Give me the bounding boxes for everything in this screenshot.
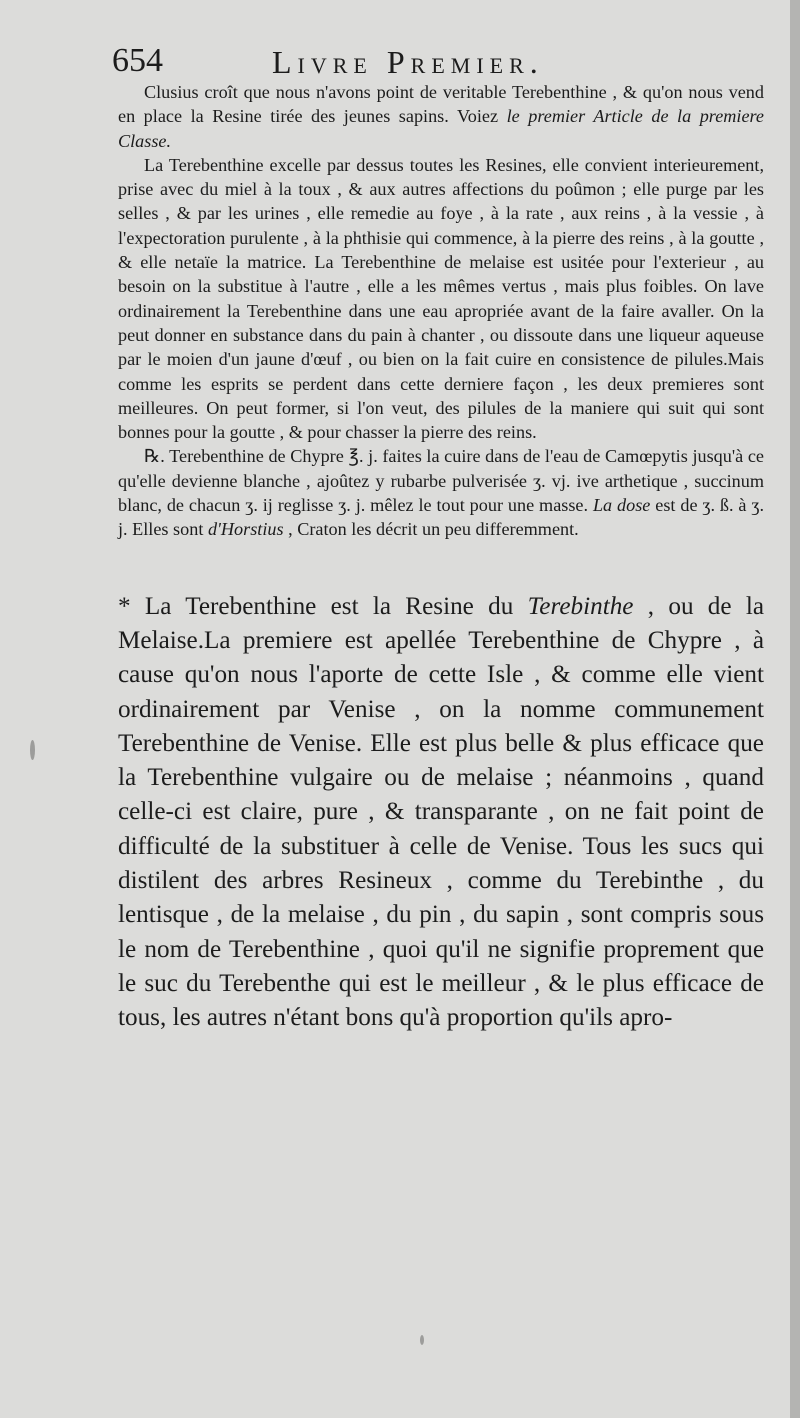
small-print-section	[118, 80, 764, 542]
recipe-text: ℞. Terebenthine de Chypre ℥. j. faites la cuire dans de l'eau de Camœpytis jusqu'à ce qu'elle devienne blanche , ajoûtez y rubarbe pulverisée ʒ. vj. ive arthetique , succinum blanc, de chacun ʒ. ij reglisse ʒ. j. mêlez le tout pour une masse.	[118, 446, 764, 516]
note-term: Terebinthe	[527, 592, 634, 620]
note-section	[118, 590, 764, 1036]
cross-reference: le premier Article de la premiere Classe.	[118, 106, 765, 151]
page-number: 654	[112, 42, 163, 79]
paragraph-virtues: La Terebenthine excelle par dessus toutes les Resines, elle convient interieurement, prise avec du miel à la toux , & aux autres affections du poûmon ; elle purge par les selles , & par les urines , elle remedie au foye , à la rate , aux reins , à la vessie , à l'expectoration purulente , à la phthisie qui commence, à la pierre des reins , à la goutte , & elle netaïe la matrice. La Terebenthine de melaise est usitée pour l'exterieur , au besoin on la substitue à l'autre , elle a les mêmes vertus , mais plus foibles. On lave ordinairement la Terebenthine dans une eau apropriée avant de la faire avaller. On la peut donner en substance dans du pain à chanter , ou dissoute dans une liqueur aqueuse par le moien d'un jaune d'œuf , ou bien on la fait cuire en consistence de pilules.Mais comme les esprits se perdent dans cette derniere façon , les deux premieres sont meilleures. On peut former, si l'on veut, des pilules de la maniere qui suit qui sont bonnes pour la goutte , & pour chasser la pierre des reins.	[118, 154, 764, 443]
page-header	[112, 42, 772, 82]
note-paragraph	[118, 590, 764, 1036]
main-text	[118, 80, 764, 1036]
page-edge-shadow	[790, 0, 800, 1418]
paragraph-clusius-text: Clusius croît que nous n'avons point de veritable Terebenthine , & qu'on nous vend en place la Resine tirée des jeunes sapins. Voiez	[118, 82, 764, 127]
recipe-end: , Craton les décrit un peu differemment.	[288, 519, 579, 540]
paragraph-clusius	[118, 80, 764, 153]
ink-speck	[30, 740, 35, 760]
note-lead: * La Terebenthine est la Resine du	[118, 592, 514, 620]
author-name: d'Horstius	[207, 519, 284, 540]
dose-label: La dose	[592, 495, 651, 516]
note-text: , ou de la Melaise.La premiere est apellée Terebenthine de Chypre , à cause qu'on nous l'aporte de cette Isle , & comme elle vient ordinairement par Venise , on la nomme communement Terebenthine de Venise. Elle est plus belle & plus efficace que la Terebenthine vulgaire ou de melaise ; néanmoins , quand celle-ci est claire, pure , & transparante , on ne fait point de difficulté de la substituer à celle de Venise. Tous les sucs qui distilent des arbres Resineux , comme du Terebinthe , du lentisque , de la melaise , du pin , du sapin , sont compris sous le nom de Terebenthine , quoi qu'il ne signifie proprement que le suc du Terebenthe qui est le meilleur , & le plus efficace de tous, les autres n'étant bons qu'à proportion qu'ils apro-	[118, 592, 765, 1032]
paragraph-recipe	[118, 444, 764, 541]
running-title: Livre Premier.	[272, 44, 544, 80]
dose-text: est de ʒ. ß. à ʒ. j. Elles sont	[118, 495, 765, 540]
ink-speck	[420, 1335, 424, 1345]
